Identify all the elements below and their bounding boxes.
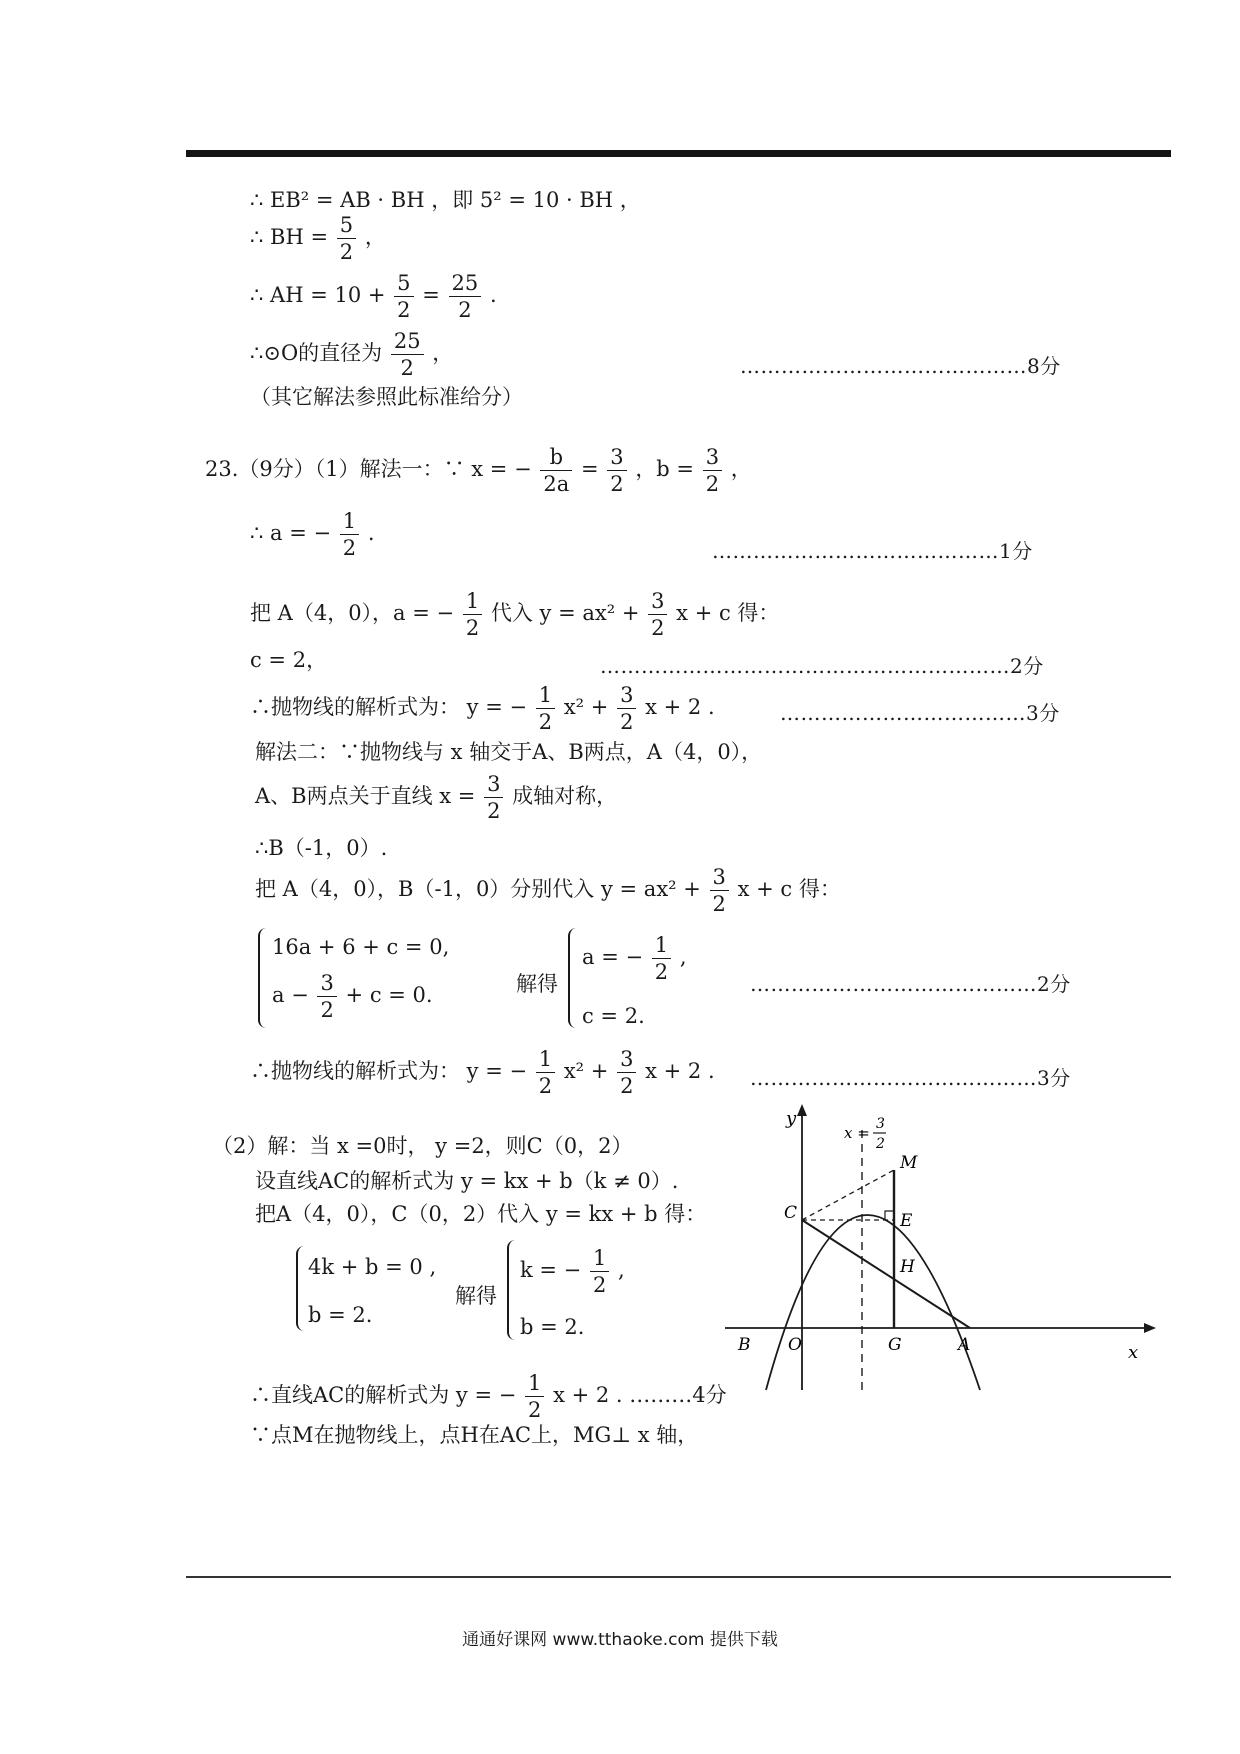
part2-line-3: 把A（4，0），C（0，2）代入 y = kx + b 得：	[255, 1202, 707, 1226]
symmetry-label-den: 2	[876, 1136, 885, 1152]
system-2-eq-2: b = 2.	[308, 1303, 373, 1327]
footer-text: 通通好课网 www.tthaoke.com 提供下载	[462, 1630, 778, 1650]
system-2-sol-1: k = − $\frac{1}{2}$ ,	[520, 1246, 625, 1298]
prev-line-1: ∴ EB² = AB · BH ，即 5² = 10 · BH ，	[250, 188, 641, 212]
symmetry-label: x =	[844, 1124, 870, 1142]
method2-line-2: A、B两点关于直线 x = $\frac{3}{2}$ 成轴对称，	[255, 772, 618, 824]
system-2-sol-2: b = 2.	[520, 1315, 585, 1339]
system-2-solution-brace	[507, 1240, 519, 1340]
substitute-line: 把 A（4，0），a = − $\frac{1}{2}$ 代入 y = ax² + $\frac{3}{2}$ x + c 得：	[250, 589, 780, 641]
point-o-label: O	[788, 1335, 802, 1355]
prev-line-4: ∴⊙O的直径为 $\frac{25}{2}$ ，	[250, 329, 454, 381]
c-line: c = 2，	[250, 648, 328, 672]
right-angle-mark	[885, 1211, 894, 1220]
system-1-sol-2: c = 2.	[582, 1004, 645, 1028]
top-rule	[186, 150, 1171, 157]
ac-line: ∴直线AC的解析式为 y = − $\frac{1}{2}$ x + 2 . ………4分	[250, 1371, 727, 1423]
point-e-label: E	[900, 1211, 913, 1231]
parabola-line-1: ∴抛物线的解析式为： y = − $\frac{1}{2}$ x² + $\frac{3}{2}$ x + 2 .	[250, 683, 715, 735]
point-c-label: C	[784, 1203, 798, 1223]
score-2b: ……………………………………2分	[750, 972, 1071, 996]
system-1-sol-1: a = − $\frac{1}{2}$ ,	[582, 933, 687, 985]
parabola-curve	[766, 1215, 980, 1390]
system-1-eq-1: 16a + 6 + c = 0,	[272, 935, 450, 959]
system-1-solve-label: 解得	[516, 972, 558, 996]
part2-line-2: 设直线AC的解析式为 y = kx + b（k ≠ 0）.	[255, 1169, 679, 1193]
a-line: ∴ a = − $\frac{1}{2}$ .	[250, 509, 375, 561]
point-h-label: H	[900, 1257, 915, 1277]
method2-line-1: 解法二：∵抛物线与 x 轴交于A、B两点，A（4，0），	[255, 740, 763, 764]
method2-line-4: 把 A（4，0），B（-1，0）分别代入 y = ax² + $\frac{3}{2}$ x + c 得：	[255, 865, 841, 917]
score-2a: ……………………………………………………2分	[600, 654, 1044, 678]
bottom-rule	[186, 1576, 1171, 1578]
point-m-label: M	[900, 1153, 918, 1173]
prev-line-3: ∴ AH = 10 + $\frac{5}{2}$ = $\frac{25}{2}$ .	[250, 271, 497, 323]
point-a-label: A	[958, 1335, 971, 1355]
q23-header: 23.（9分）（1）解法一：∵ x = − $\frac{b}{2a}$ = $\frac{3}{2}$ ，b = $\frac{3}{2}$ ，	[205, 445, 752, 497]
y-axis-label: y	[786, 1108, 797, 1129]
score-1: ……………………………………1分	[712, 539, 1033, 563]
parabola-figure	[710, 1100, 1160, 1400]
note-line: （其它解法参照此标准给分）	[250, 385, 523, 409]
system-1-brace	[258, 928, 270, 1028]
score-3a: ………………………………3分	[780, 701, 1060, 725]
score-3b: ……………………………………3分	[750, 1066, 1071, 1090]
system-1-eq-2: a − $\frac{3}{2}$ + c = 0.	[272, 971, 433, 1023]
y-axis-arrow	[797, 1104, 807, 1116]
line-ac	[802, 1220, 970, 1328]
parabola-line-2: ∴抛物线的解析式为： y = − $\frac{1}{2}$ x² + $\frac{3}{2}$ x + 2 .	[250, 1047, 715, 1099]
x-axis-arrow	[1144, 1323, 1156, 1333]
method2-line-3: ∴B（-1，0）.	[255, 836, 388, 860]
score-8: ……………………………………8分	[740, 354, 1061, 378]
symmetry-label-num: 3	[876, 1116, 885, 1132]
prev-line-2: ∴ BH = $\frac{5}{2}$ ，	[250, 213, 386, 265]
point-b-label: B	[738, 1335, 751, 1355]
system-2-solve-label: 解得	[455, 1284, 497, 1308]
last-line: ∵点M在抛物线上，点H在AC上，MG⊥ x 轴，	[250, 1423, 699, 1447]
segment-cm	[802, 1170, 894, 1220]
x-axis-label: x	[1128, 1342, 1139, 1363]
point-g-label: G	[888, 1335, 902, 1355]
part2-line-1: （2）解：当 x =0时， y =2，则C（0，2）	[212, 1134, 633, 1158]
system-2-eq-1: 4k + b = 0 ,	[308, 1255, 437, 1279]
system-2-brace	[296, 1246, 308, 1331]
system-1-solution-brace	[568, 928, 580, 1028]
